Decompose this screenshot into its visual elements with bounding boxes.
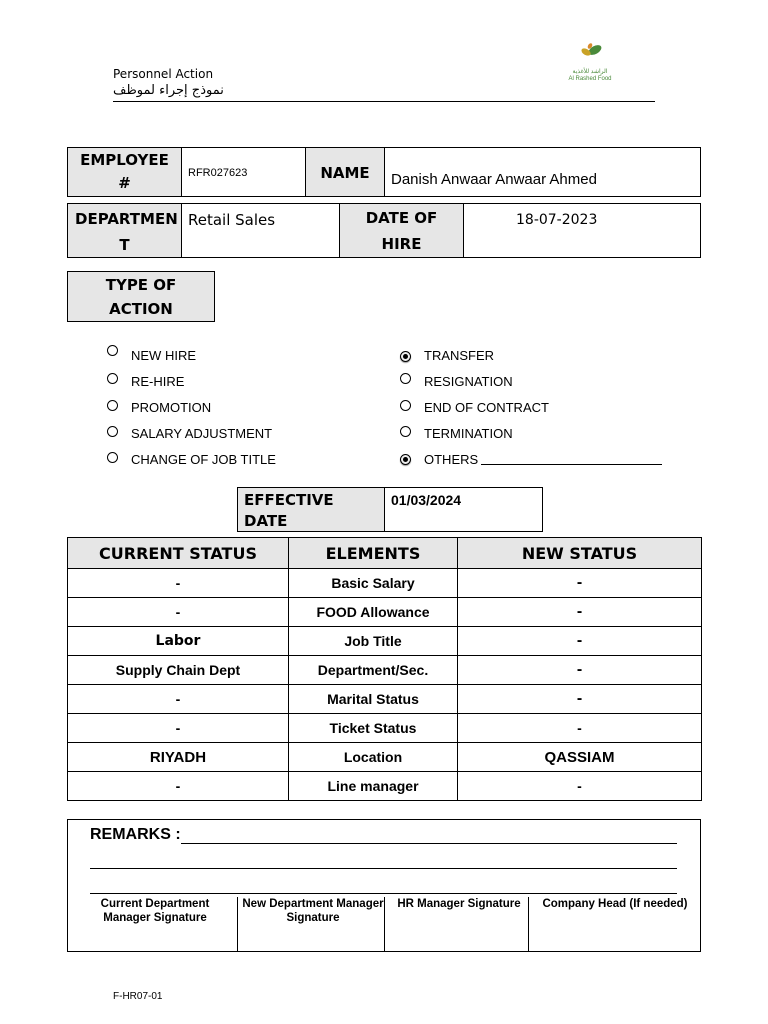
current-status-cell[interactable]: - — [68, 685, 289, 714]
current-status-cell[interactable]: - — [68, 598, 289, 627]
option-promotion[interactable]: PROMOTION — [131, 400, 212, 415]
table-row — [68, 656, 702, 685]
name-label: NAME — [320, 164, 370, 182]
new-status-cell[interactable]: - — [458, 656, 702, 685]
option-re-hire[interactable]: RE-HIRE — [131, 374, 185, 389]
table-row — [68, 627, 702, 656]
status-table — [67, 537, 702, 801]
remarks-label: REMARKS : — [90, 826, 181, 843]
element-cell: Location — [289, 743, 458, 772]
current-status-cell[interactable]: Labor — [68, 627, 289, 656]
current-status-cell[interactable]: RIYADH — [68, 743, 289, 772]
new-status-cell[interactable]: QASSIAM — [458, 743, 702, 772]
company-logo — [562, 40, 618, 80]
leaf-logo-icon — [562, 40, 618, 64]
option-new-hire[interactable]: NEW HIRE — [131, 348, 196, 363]
radio-end-of-contract[interactable] — [400, 400, 411, 411]
signature-new-dept-manager[interactable]: New Department Manager Signature — [242, 898, 384, 924]
hire-date-label-cell — [339, 203, 464, 258]
effective-date-label-cell — [237, 487, 385, 532]
radio-transfer[interactable] — [400, 351, 411, 362]
action-type-label: TYPE OF ACTION — [105, 276, 177, 318]
option-end-of-contract[interactable]: END OF CONTRACT — [424, 400, 549, 415]
department-label-cell — [67, 203, 182, 258]
signature-hr-manager[interactable]: HR Manager Signature — [397, 898, 521, 910]
employee-id-cell — [181, 147, 306, 197]
status-table-header — [68, 538, 702, 569]
current-status-cell[interactable]: Supply Chain Dept — [68, 656, 289, 685]
name-cell — [384, 147, 701, 197]
action-type-label-cell — [67, 271, 215, 322]
form-title-ar: نموذج إجراء لموظف — [113, 83, 224, 98]
employee-id-value[interactable]: RFR027623 — [188, 167, 248, 179]
option-change-of-job-title[interactable]: CHANGE OF JOB TITLE — [131, 452, 276, 467]
new-status-cell[interactable]: - — [458, 685, 702, 714]
table-row — [68, 569, 702, 598]
radio-others[interactable] — [400, 454, 411, 465]
table-row — [68, 714, 702, 743]
table-row — [68, 598, 702, 627]
others-underline[interactable] — [481, 464, 662, 465]
radio-new-hire[interactable] — [107, 345, 118, 356]
new-status-cell[interactable]: - — [458, 598, 702, 627]
remarks-line-3[interactable] — [90, 893, 677, 894]
signature-current-dept-manager[interactable]: Current Department Manager Signature — [100, 898, 210, 924]
department-cell — [181, 203, 340, 258]
department-label-line1: DEPARTMEN — [75, 210, 178, 228]
header-underline — [113, 101, 655, 102]
effective-date-value[interactable]: 01/03/2024 — [391, 492, 462, 508]
hire-date-cell — [463, 203, 701, 258]
radio-salary-adjustment[interactable] — [107, 426, 118, 437]
radio-resignation[interactable] — [400, 373, 411, 384]
form-title-en: Personnel Action — [113, 67, 214, 81]
name-label-cell — [305, 147, 385, 197]
current-status-cell[interactable]: - — [68, 772, 289, 801]
radio-change-of-job-title[interactable] — [107, 452, 118, 463]
radio-re-hire[interactable] — [107, 373, 118, 384]
signature-company-head[interactable]: Company Head (If needed) — [542, 898, 688, 910]
table-row — [68, 743, 702, 772]
element-cell: FOOD Allowance — [289, 598, 458, 627]
element-cell: Department/Sec. — [289, 656, 458, 685]
signature-divider-1 — [237, 897, 238, 952]
new-status-cell[interactable]: - — [458, 714, 702, 743]
logo-text-en: Al Rashed Food — [568, 76, 612, 82]
element-cell: Ticket Status — [289, 714, 458, 743]
hire-date-value[interactable]: 18-07-2023 — [516, 212, 598, 228]
new-status-cell[interactable]: - — [458, 627, 702, 656]
header-new-status: NEW STATUS — [458, 538, 702, 569]
name-value[interactable]: Danish Anwaar Anwaar Ahmed — [391, 171, 597, 188]
element-cell: Job Title — [289, 627, 458, 656]
department-label-line2: T — [119, 236, 130, 254]
employee-id-label: EMPLOYEE # — [80, 151, 169, 192]
table-row — [68, 685, 702, 714]
element-cell: Basic Salary — [289, 569, 458, 598]
option-termination[interactable]: TERMINATION — [424, 426, 513, 441]
form-code: F-HR07-01 — [113, 991, 163, 1002]
header-current-status: CURRENT STATUS — [68, 538, 289, 569]
option-salary-adjustment[interactable]: SALARY ADJUSTMENT — [131, 426, 273, 441]
logo-text-ar: الراشد للأغذية — [572, 69, 608, 75]
option-others[interactable]: OTHERS — [424, 452, 479, 467]
new-status-cell[interactable]: - — [458, 569, 702, 598]
radio-promotion[interactable] — [107, 400, 118, 411]
element-cell: Line manager — [289, 772, 458, 801]
element-cell: Marital Status — [289, 685, 458, 714]
radio-termination[interactable] — [400, 426, 411, 437]
effective-date-cell — [384, 487, 543, 532]
remarks-line-2[interactable] — [90, 868, 677, 869]
effective-date-label: EFFECTIVE DATE — [244, 491, 334, 530]
current-status-cell[interactable]: - — [68, 714, 289, 743]
hire-date-label: DATE OF HIRE — [365, 209, 438, 253]
remarks-line-1[interactable] — [181, 843, 677, 844]
new-status-cell[interactable]: - — [458, 772, 702, 801]
option-transfer[interactable]: TRANSFER — [424, 348, 495, 363]
option-resignation[interactable]: RESIGNATION — [424, 374, 513, 389]
table-row — [68, 772, 702, 801]
employee-id-label-cell — [67, 147, 182, 197]
department-value[interactable]: Retail Sales — [188, 211, 276, 229]
header-elements: ELEMENTS — [289, 538, 458, 569]
current-status-cell[interactable]: - — [68, 569, 289, 598]
